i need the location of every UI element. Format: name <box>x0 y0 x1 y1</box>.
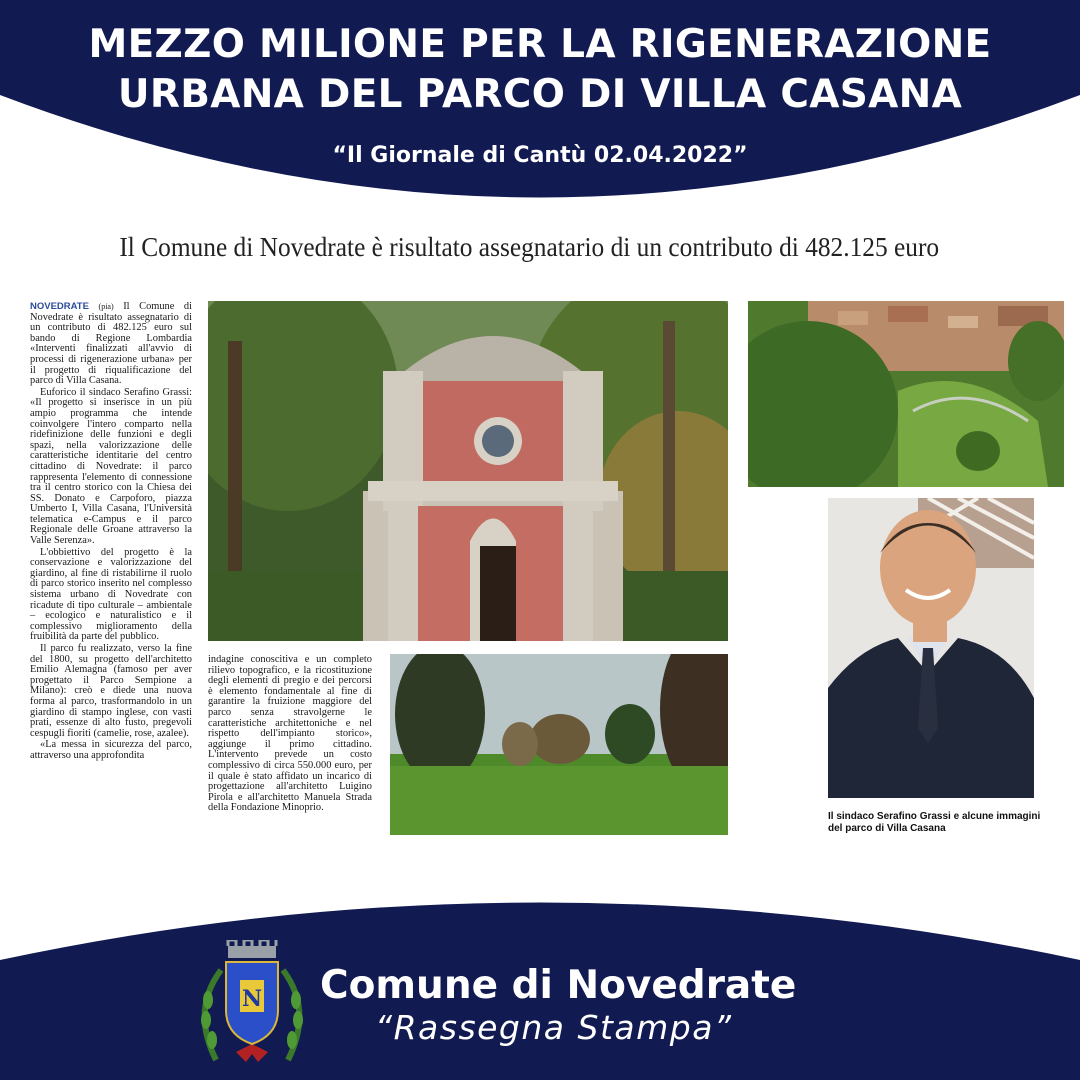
article-byline: (pia) <box>98 302 114 311</box>
park-lawn-photo <box>390 654 728 835</box>
section-subtitle: “Rassegna Stampa” <box>375 1008 733 1047</box>
article-paragraph: L'obbiettivo del progetto è la conservazione e valorizzazione del giardino, al fine di ristabilirne il ruolo di parco storico inserito nel complesso sistema urbano di Novedrate con ricadute di tipo culturale – ambientale – ecologico e naturalistico e il complessivo miglioramento della fruibilità da parte del pubblico. <box>30 546 192 643</box>
aerial-park-photo <box>748 301 1064 487</box>
article-headline: Il Comune di Novedrate è risultato assegnatario di un contributo di 482.125 euro <box>119 232 940 262</box>
article-paragraph: Il Comune di Novedrate è risultato assegnatario di un contributo di 482.125 euro sul bando di Regione Lombardia «Interventi finalizzati all'avvio di processi di rigenerazione urbana» per il progetto di riqualificazione del parco di Villa Casana. <box>30 301 192 387</box>
crest-letter: N <box>241 986 263 1012</box>
mayor-photo <box>828 498 1034 798</box>
title-line-2: URBANA DEL PARCO DI VILLA CASANA <box>117 72 963 117</box>
source-citation: “Il Giornale di Cantù 02.04.2022” <box>332 143 748 168</box>
article-kicker: NOVEDRATE <box>30 301 89 312</box>
article-paragraph: Euforico il sindaco Serafino Grassi: «Il progetto si inserisce in un più ampio programma che intende coinvolgere l'intero comparto nella ridefinizione delle funzioni e degli spazi, nella valorizzazione delle caratteristiche identitarie del centro cittadino di Novedrate: il parco rappresenta l'elemento di connessione tra il centro storico con la Chiesa dei SS. Donato e Carpoforo, piazza Umberto I, Villa Casana, l'Università telematica e-Campus e il parco Regionale delle Groane attraverso la Valle Serenza». <box>30 386 192 547</box>
article-column-2 <box>208 655 372 815</box>
photo-caption: Il sindaco Serafino Grassi e alcune immagini del parco di Villa Casana <box>828 811 1041 834</box>
municipal-crest-icon <box>196 940 308 1066</box>
page-title <box>0 20 1080 120</box>
article-paragraph: indagine conoscitiva e un completo rilievo topografico, e la ricostituzione degli elementi di pregio e dei percorsi è elemento fondamentale al fine di garantire la fruizione maggiore del parco senza stravolgerne le caratteristiche architettoniche e nel rispetto dell'impianto storico», aggiunge il primo cittadino. L'intervento prevede un costo complessivo di circa 550.000 euro, per il quale è stato affidato un incarico di progettazione all'architetto Luigino Pirola e all'architetto Manuela Strada della Fondazione Minoprio. <box>208 654 372 814</box>
article-column-1 <box>30 302 192 763</box>
organization-name: Comune di Novedrate <box>320 963 797 1008</box>
title-line-1: MEZZO MILIONE PER LA RIGENERAZIONE <box>88 22 992 67</box>
article-paragraph: «La messa in sicurezza del parco, attraverso una approfondita <box>30 739 192 761</box>
article-paragraph: Il parco fu realizzato, verso la fine del 1800, su progetto dell'architetto Emilio Alemagna (famoso per aver progettato il Parco Sempione a Milano): creò e diede una nuova forma al parco, trasformandolo in un giardino di stampo inglese, con vasti prati, essenze di alto fusto, pregevoli cespugli fioriti (camelie, rose, azalee). <box>30 643 192 739</box>
chapel-photo <box>208 301 728 641</box>
